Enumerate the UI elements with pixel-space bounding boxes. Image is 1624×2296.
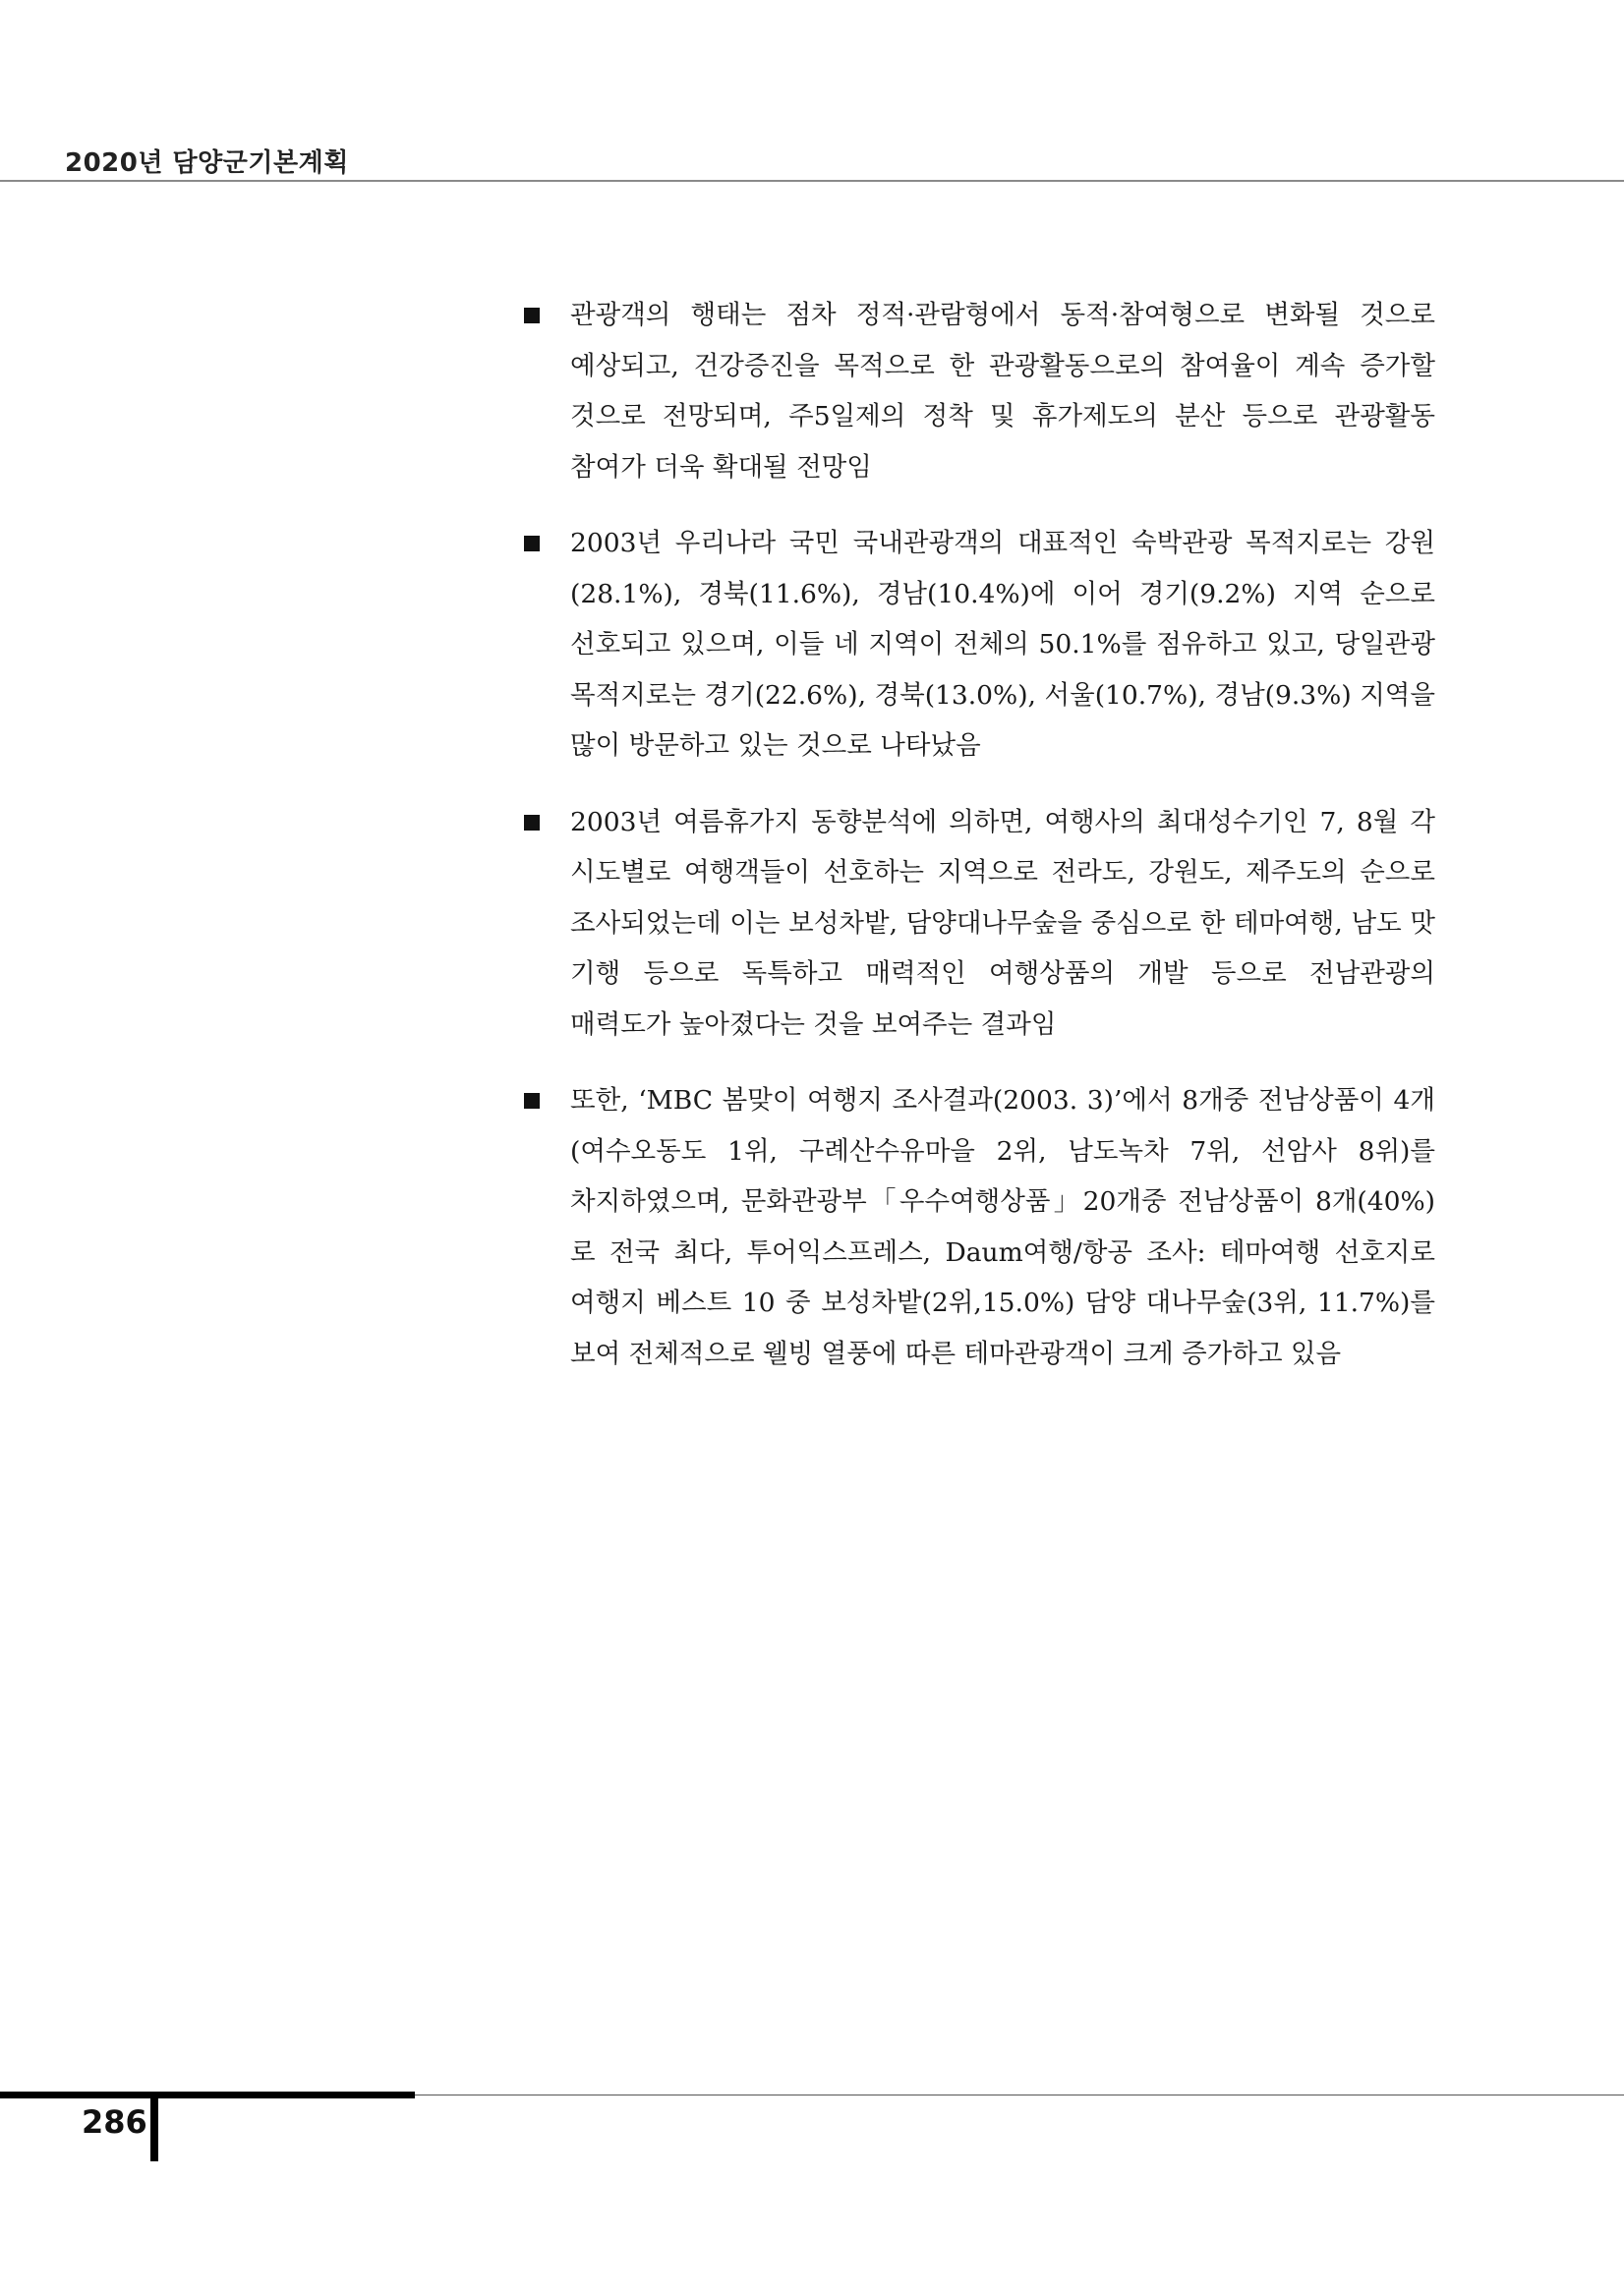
page-number-bar <box>150 2098 158 2161</box>
square-bullet-icon <box>524 1093 540 1109</box>
bullet-list <box>521 290 1435 1405</box>
bullet-item <box>521 518 1435 772</box>
square-bullet-icon <box>524 815 540 831</box>
bullet-item <box>521 1075 1435 1379</box>
page-header <box>0 0 1624 183</box>
bullet-item <box>521 290 1435 492</box>
square-bullet-icon <box>524 536 540 551</box>
bullet-text: 2003년 여름휴가지 동향분석에 의하면, 여행사의 최대성수기인 7, 8월 각 시도별로 여행객들이 선호하는 지역으로 전라도, 강원도, 제주도의 순으로 조사되었는데 이는 보성차밭, 담양대나무숲을 중심으로 한 테마여행, 남도 맛 기행 등으로 독특하고 매력적인 여행상품의 개발 등으로 전남관광의 매력도가 높아졌다는 것을 보여주는 결과임 <box>570 806 1435 1040</box>
document-title: 2020년 담양군기본계획 <box>65 148 349 178</box>
bullet-item <box>521 797 1435 1051</box>
header-divider <box>0 180 1624 182</box>
square-bullet-icon <box>524 308 540 323</box>
bullet-text: 관광객의 행태는 점차 정적·관람형에서 동적·참여형으로 변화될 것으로 예상되고, 건강증진을 목적으로 한 관광활동으로의 참여율이 계속 증가할 것으로 전망되며, 주5일제의 정착 및 휴가제도의 분산 등으로 관광활동 참여가 더욱 확대될 전망임 <box>570 300 1435 483</box>
footer-thick-rule <box>0 2092 415 2098</box>
bullet-text: 2003년 우리나라 국민 국내관광객의 대표적인 숙박관광 목적지로는 강원(28.1%), 경북(11.6%), 경남(10.4%)에 이어 경기(9.2%) 지역 순으로 선호되고 있으며, 이들 네 지역이 전체의 50.1%를 점유하고 있고, 당일관광 목적지로는 경기(22.6%), 경북(13.0%), 서울(10.7%), 경남(9.3%) 지역을 많이 방문하고 있는 것으로 나타났음 <box>570 528 1435 761</box>
page-number: 286 <box>82 2103 147 2141</box>
bullet-text: 또한, ‘MBC 봄맞이 여행지 조사결과(2003. 3)’에서 8개중 전남상품이 4개(여수오동도 1위, 구례산수유마을 2위, 남도녹차 7위, 선암사 8위)를 차지하였으며, 문화관광부「우수여행상품」20개중 전남상품이 8개(40%)로 전국 최다, 투어익스프레스, Daum여행/항공 조사: 테마여행 선호지로 여행지 베스트 10 중 보성차밭(2위,15.0%) 담양 대나무숲(3위, 11.7%)를 보여 전체적으로 웰빙 열풍에 따른 테마관광객이 크게 증가하고 있음 <box>570 1085 1435 1369</box>
